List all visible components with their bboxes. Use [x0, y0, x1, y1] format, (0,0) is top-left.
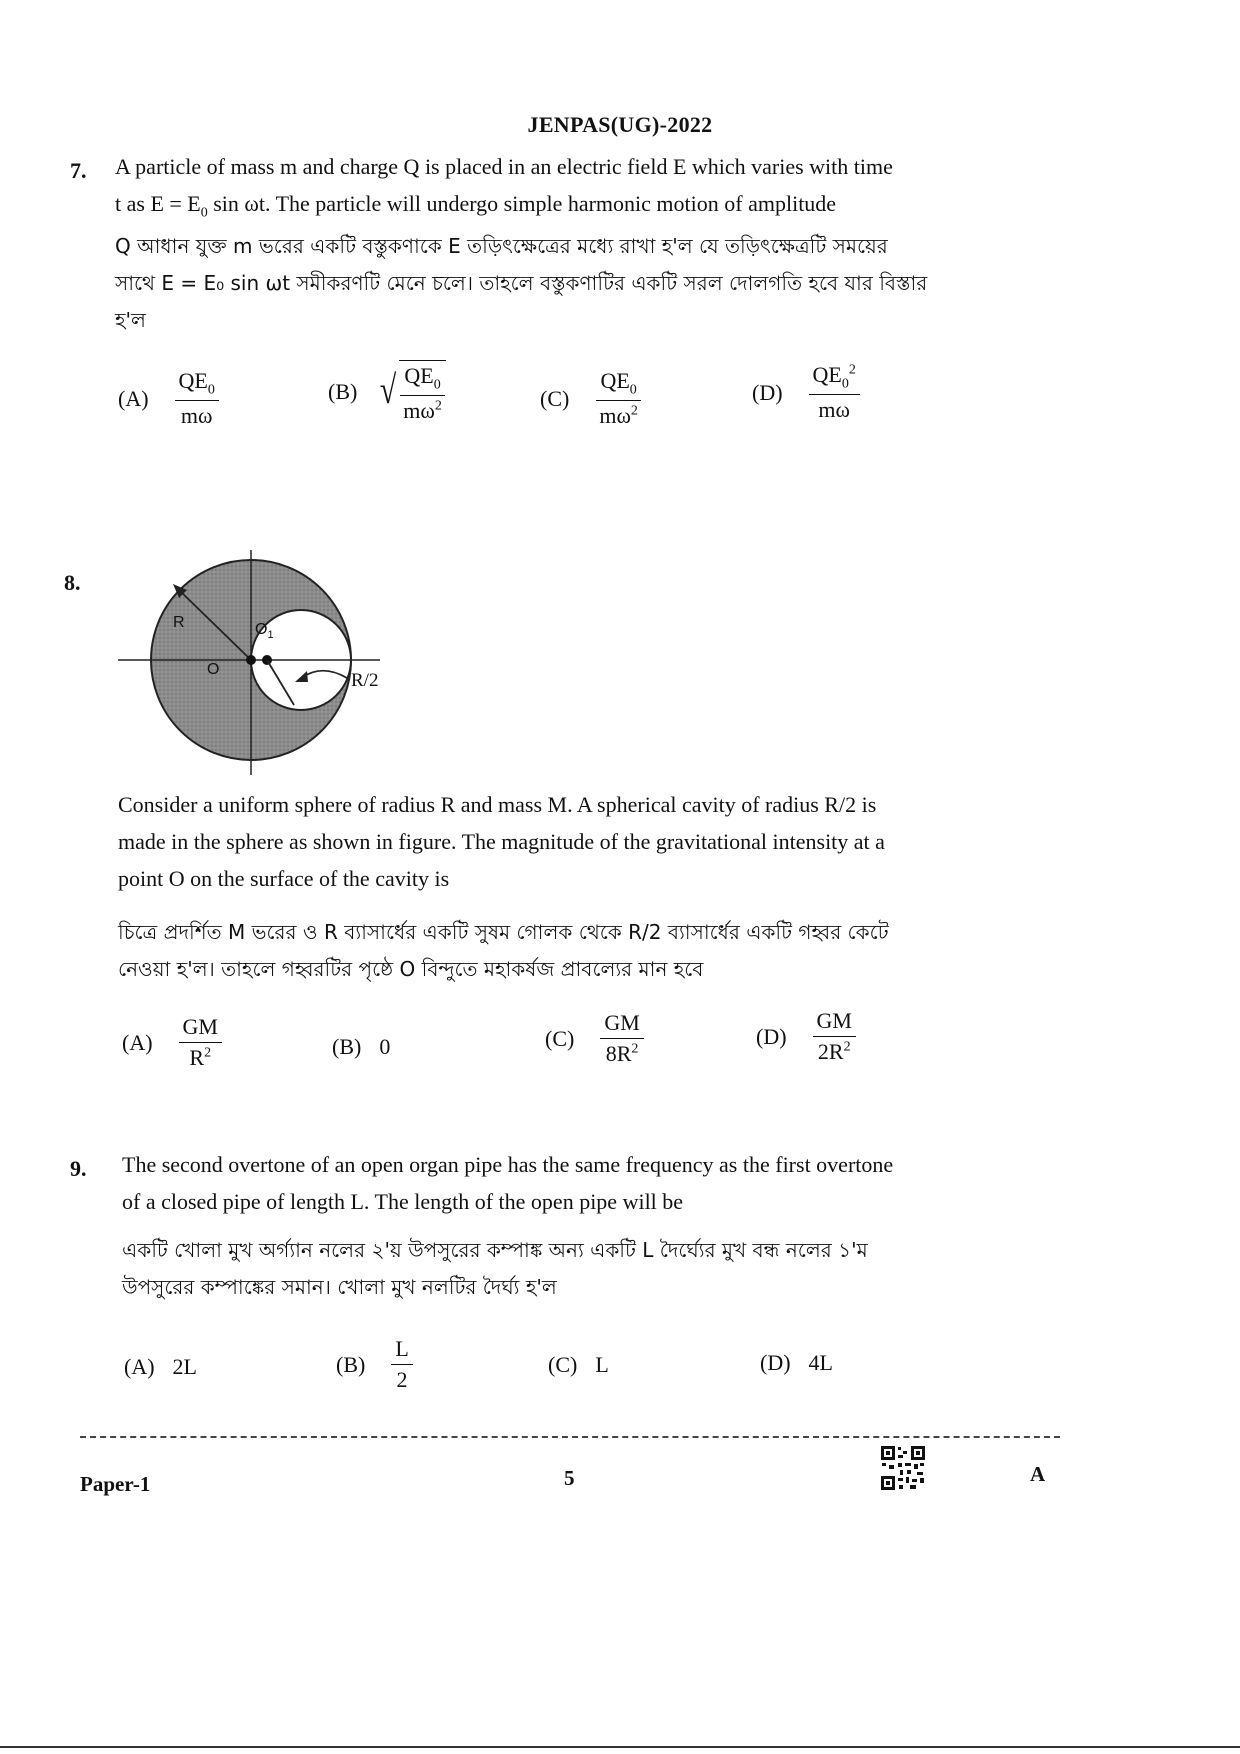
q8-option-a: (A) $\frac{GM}{R^2}$	[122, 1014, 222, 1071]
footer-divider	[80, 1436, 1060, 1438]
paper-set-label: A	[1030, 1462, 1046, 1486]
q8-bn-line-2: নেওয়া হ'ল। তাহলে গহ্বরটির পৃষ্ঠে O বিন্দুতে মহাকর্ষজ প্রাবল্যের মান হবে	[118, 957, 704, 981]
q9-option-b: (B) $\frac{L}{2}$	[336, 1336, 413, 1393]
exam-title: JENPAS(UG)-2022	[527, 112, 713, 137]
q9-en-line-1: The second overtone of an open organ pipe has the same frequency as the first overtone	[122, 1152, 894, 1177]
q7-bn-line-1: Q আধান যুক্ত m ভরের একটি বস্তুকণাকে E তড়িৎক্ষেত্রের মধ্যে রাখা হ'ল যে তড়িৎক্ষেত্রটি সময়ের	[115, 234, 888, 258]
q8-option-d: (D) $\frac{GM}{2R^2}$	[756, 1008, 856, 1065]
question-9-text-bn	[122, 1232, 1132, 1306]
q7-en-line-1: A particle of mass m and charge Q is placed in an electric field E which varies with time	[115, 154, 893, 179]
sphere-cavity-figure	[115, 545, 435, 780]
question-9-text-en	[122, 1146, 1132, 1220]
q9-bn-line-2: উপসুরের কম্পাঙ্কের সমান। খোলা মুখ নলটির দৈর্ঘ্য হ'ল	[122, 1275, 557, 1299]
question-7-number: 7.	[70, 158, 87, 183]
q9-option-c: (C) L	[548, 1352, 609, 1377]
paper-label: Paper-1	[80, 1472, 151, 1496]
q8-en-line-2: made in the sphere as shown in figure. The magnitude of the gravitational intensity at a	[118, 829, 885, 854]
label-R: R	[173, 614, 185, 631]
question-8-number: 8.	[64, 570, 81, 595]
q8-option-c: (C) $\frac{GM}{8R^2}$	[545, 1010, 644, 1067]
q7-option-b: (B) √ $\frac{QE_0}{m\omega^2}$	[328, 360, 446, 424]
point-O	[246, 655, 256, 665]
question-7-text-en	[115, 148, 1115, 231]
q9-option-a: (A) 2L	[124, 1354, 197, 1379]
question-8-text-bn	[118, 914, 1128, 988]
qr-code-icon	[880, 1445, 926, 1491]
label-R-over-2: R/2	[351, 670, 379, 691]
q9-option-d: (D) 4L	[760, 1350, 833, 1375]
q7-option-d: (D) $\frac{QE_0^2}{m\omega}$	[752, 362, 860, 423]
q9-en-line-2: of a closed pipe of length L. The length of the open pipe will be	[122, 1189, 684, 1214]
label-O: O	[207, 661, 220, 678]
q7-option-c: (C) $\frac{QE_0}{m\omega^2}$	[540, 368, 642, 429]
question-9-number: 9.	[70, 1156, 87, 1181]
q7-option-a: (A) $\frac{QE_0}{m\omega}$	[118, 368, 219, 429]
q7-bn-line-3: হ'ল	[115, 308, 146, 332]
q8-en-line-1: Consider a uniform sphere of radius R and mass M. A spherical cavity of radius R/2 is	[118, 792, 877, 817]
page-bottom-line	[0, 1746, 1240, 1748]
square-root-sign: √ $\frac{QE_0}{m\omega^2}$	[377, 360, 446, 424]
q8-bn-line-1: চিত্রে প্রদর্শিত M ভরের ও R ব্যাসার্ধের একটি সুষম গোলক থেকে R/2 ব্যাসার্ধের একটি গহ্বর কেটে	[118, 920, 889, 944]
q9-bn-line-1: একটি খোলা মুখ অর্গ্যান নলের ২'য় উপসুরের কম্পাঙ্ক অন্য একটি L দৈর্ঘ্যের মুখ বন্ধ নলের ১'ম	[122, 1238, 868, 1262]
q8-en-line-3: point O on the surface of the cavity is	[118, 866, 450, 891]
q7-bn-line-2: সাথে E = E₀ sin ωt সমীকরণটি মেনে চলে। তাহলে বস্তুকণাটির একটি সরল দোলগতি হবে যার বিস্তার	[115, 271, 928, 295]
q8-option-b: (B) 0	[332, 1034, 391, 1059]
question-7-text-bn	[115, 228, 1125, 339]
q7-en-line-2: t as $E = E_0$ sin ωt. The particle will undergo simple harmonic motion of amplitude	[115, 191, 837, 221]
label-O1: $O_1$	[255, 621, 274, 641]
page-number: 5	[564, 1466, 575, 1490]
question-8-text-en	[118, 786, 1128, 897]
